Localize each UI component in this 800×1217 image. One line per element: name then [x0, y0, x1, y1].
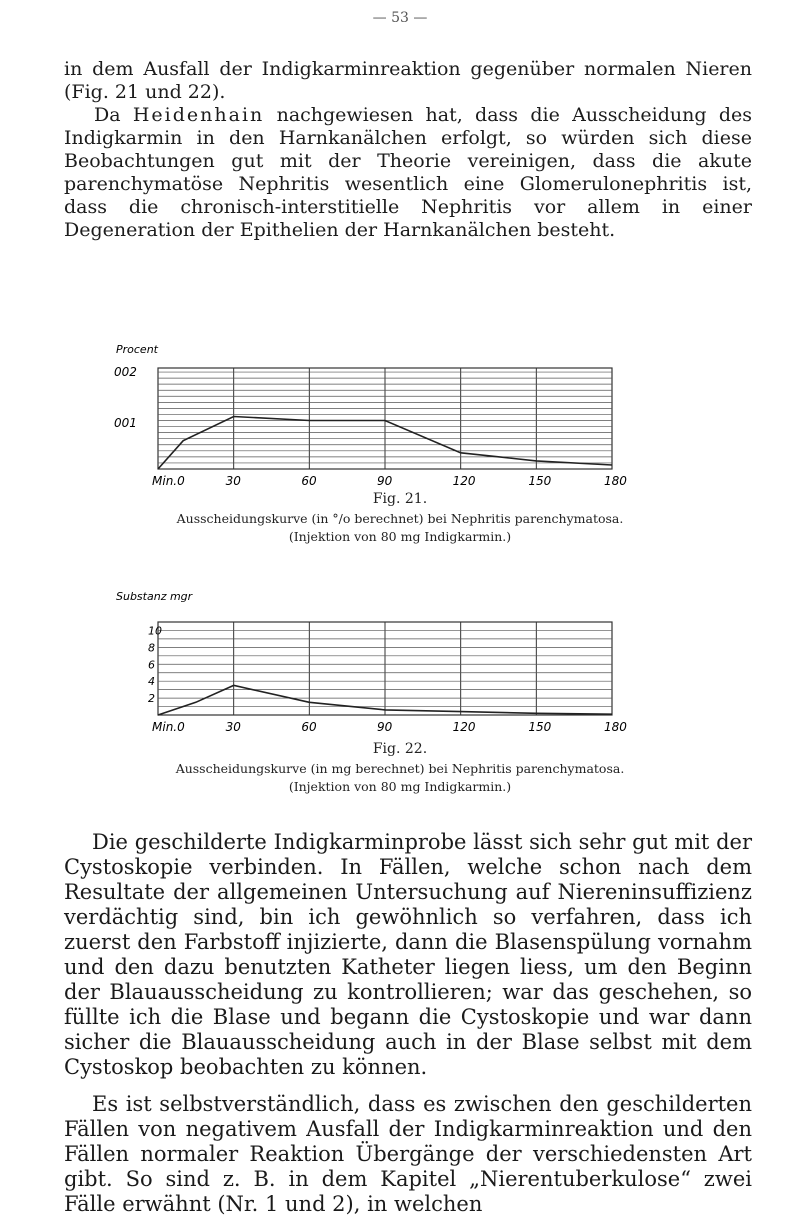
fig21-ytick-001: 001 — [114, 416, 137, 430]
fig21-xticks — [152, 474, 627, 488]
fig21-xtick-label: 90 — [377, 474, 393, 488]
fig21-caption — [0, 490, 800, 546]
fig22-xtick-label: 30 — [226, 720, 242, 734]
intro-pre: Da — [94, 104, 121, 126]
fig21-ylabel: Procent — [116, 343, 159, 356]
fig22-frame — [158, 622, 612, 715]
fig21-xtick-label: 120 — [453, 474, 476, 488]
fig22-caption — [0, 740, 800, 796]
fig22-ytick-label: 10 — [148, 624, 162, 637]
fig22-ytick-label: 4 — [148, 675, 155, 688]
fig21-series-line — [158, 417, 612, 470]
fig22-series-line — [158, 685, 612, 715]
fig21-xtick-label: 180 — [604, 474, 627, 488]
intro-paragraph-2 — [64, 104, 752, 242]
body-paragraph-2: Es ist selbstverständlich, dass es zwischen den geschilderten Fällen von negativem Ausfall der Indigkarminreaktion und den Fällen normaler Reaktion Übergänge der verschiedensten Art gibt. So sind z. B. in dem Kapitel „Nierentuberkulose“ zwei Fälle erwähnt (Nr. 1 und 2), in welchen — [64, 1092, 752, 1217]
body-paragraph-1: Die geschilderte Indigkarminprobe lässt sich sehr gut mit der Cystoskopie verbinden. In Fällen, welche schon nach dem Resultate der allgemeinen Untersuchung auf Niereninsuffizienz verdächtig sind, bin ich gewöhnlich so verfahren, dass ich zuerst den Farbstoff injizierte, dann die Blasenspülung vornahm und den dazu benutzten Katheter liegen liess, um den Beginn der Blauausscheidung zu kontrollieren; war das geschehen, so füllte ich die Blase und begann die Cystoskopie und war dann sicher die Blauausscheidung auch in der Blase selbst mit dem Cystoskop beobachten zu können. — [64, 830, 752, 1080]
fig22-xtick-label: Min.0 — [152, 720, 185, 734]
fig22-ytick-label: 8 — [148, 641, 155, 654]
intro-rest: nachgewiesen hat, dass die Ausscheidung des Indigkarmin in den Harnkanälchen erfolgt, so würden sich diese Beobachtungen gut mit der Theorie vereinigen, dass die akute parenchymatöse Nephritis wesentlich eine Glomerulonephritis ist, dass die chronisch-interstitielle Nephritis vor allem in einer Degeneration der Epithelien der Harnkanälchen besteht. — [64, 104, 752, 241]
fig22-yticks — [148, 624, 162, 705]
fig21-frame — [158, 368, 612, 469]
fig21-xtick-label: 30 — [226, 474, 242, 488]
fig22-xtick-label: 180 — [604, 720, 627, 734]
page-number: — 53 — — [0, 10, 800, 26]
fig22-caption-line1: Ausscheidungskurve (in mg berechnet) bei Nephritis parenchymatosa. — [0, 760, 800, 778]
fig22-ytick-label: 2 — [148, 692, 155, 705]
body-text — [64, 830, 752, 1217]
fig22-caption-line2: (Injektion von 80 mg Indigkarmin.) — [0, 778, 800, 796]
fig22-xtick-label: 60 — [301, 720, 317, 734]
author-name: Heidenhain — [133, 104, 264, 126]
fig21-grid — [158, 368, 612, 469]
fig22-xtick-label: 120 — [453, 720, 476, 734]
fig21-caption-line2: (Injektion von 80 mg Indigkarmin.) — [0, 528, 800, 546]
fig21-xtick-label: 60 — [301, 474, 317, 488]
intro-text — [64, 58, 752, 242]
fig21-ytick-002: 002 — [114, 365, 137, 379]
fig22-xtick-label: 90 — [377, 720, 393, 734]
fig21-xtick-label: 150 — [528, 474, 551, 488]
fig22-xticks — [152, 720, 627, 734]
fig21-number: Fig. 21. — [0, 490, 800, 508]
fig21-caption-line1: Ausscheidungskurve (in °/o berechnet) bei Nephritis parenchymatosa. — [0, 510, 800, 528]
fig22-ylabel: Substanz mgr — [116, 590, 194, 603]
fig22-number: Fig. 22. — [0, 740, 800, 758]
fig22-grid — [158, 622, 612, 715]
intro-paragraph-1: in dem Ausfall der Indigkarminreaktion gegenüber normalen Nieren (Fig. 21 und 22). — [64, 58, 752, 104]
fig22-xtick-label: 150 — [528, 720, 551, 734]
fig21-xtick-label: Min.0 — [152, 474, 185, 488]
fig22-ytick-label: 6 — [148, 658, 155, 671]
